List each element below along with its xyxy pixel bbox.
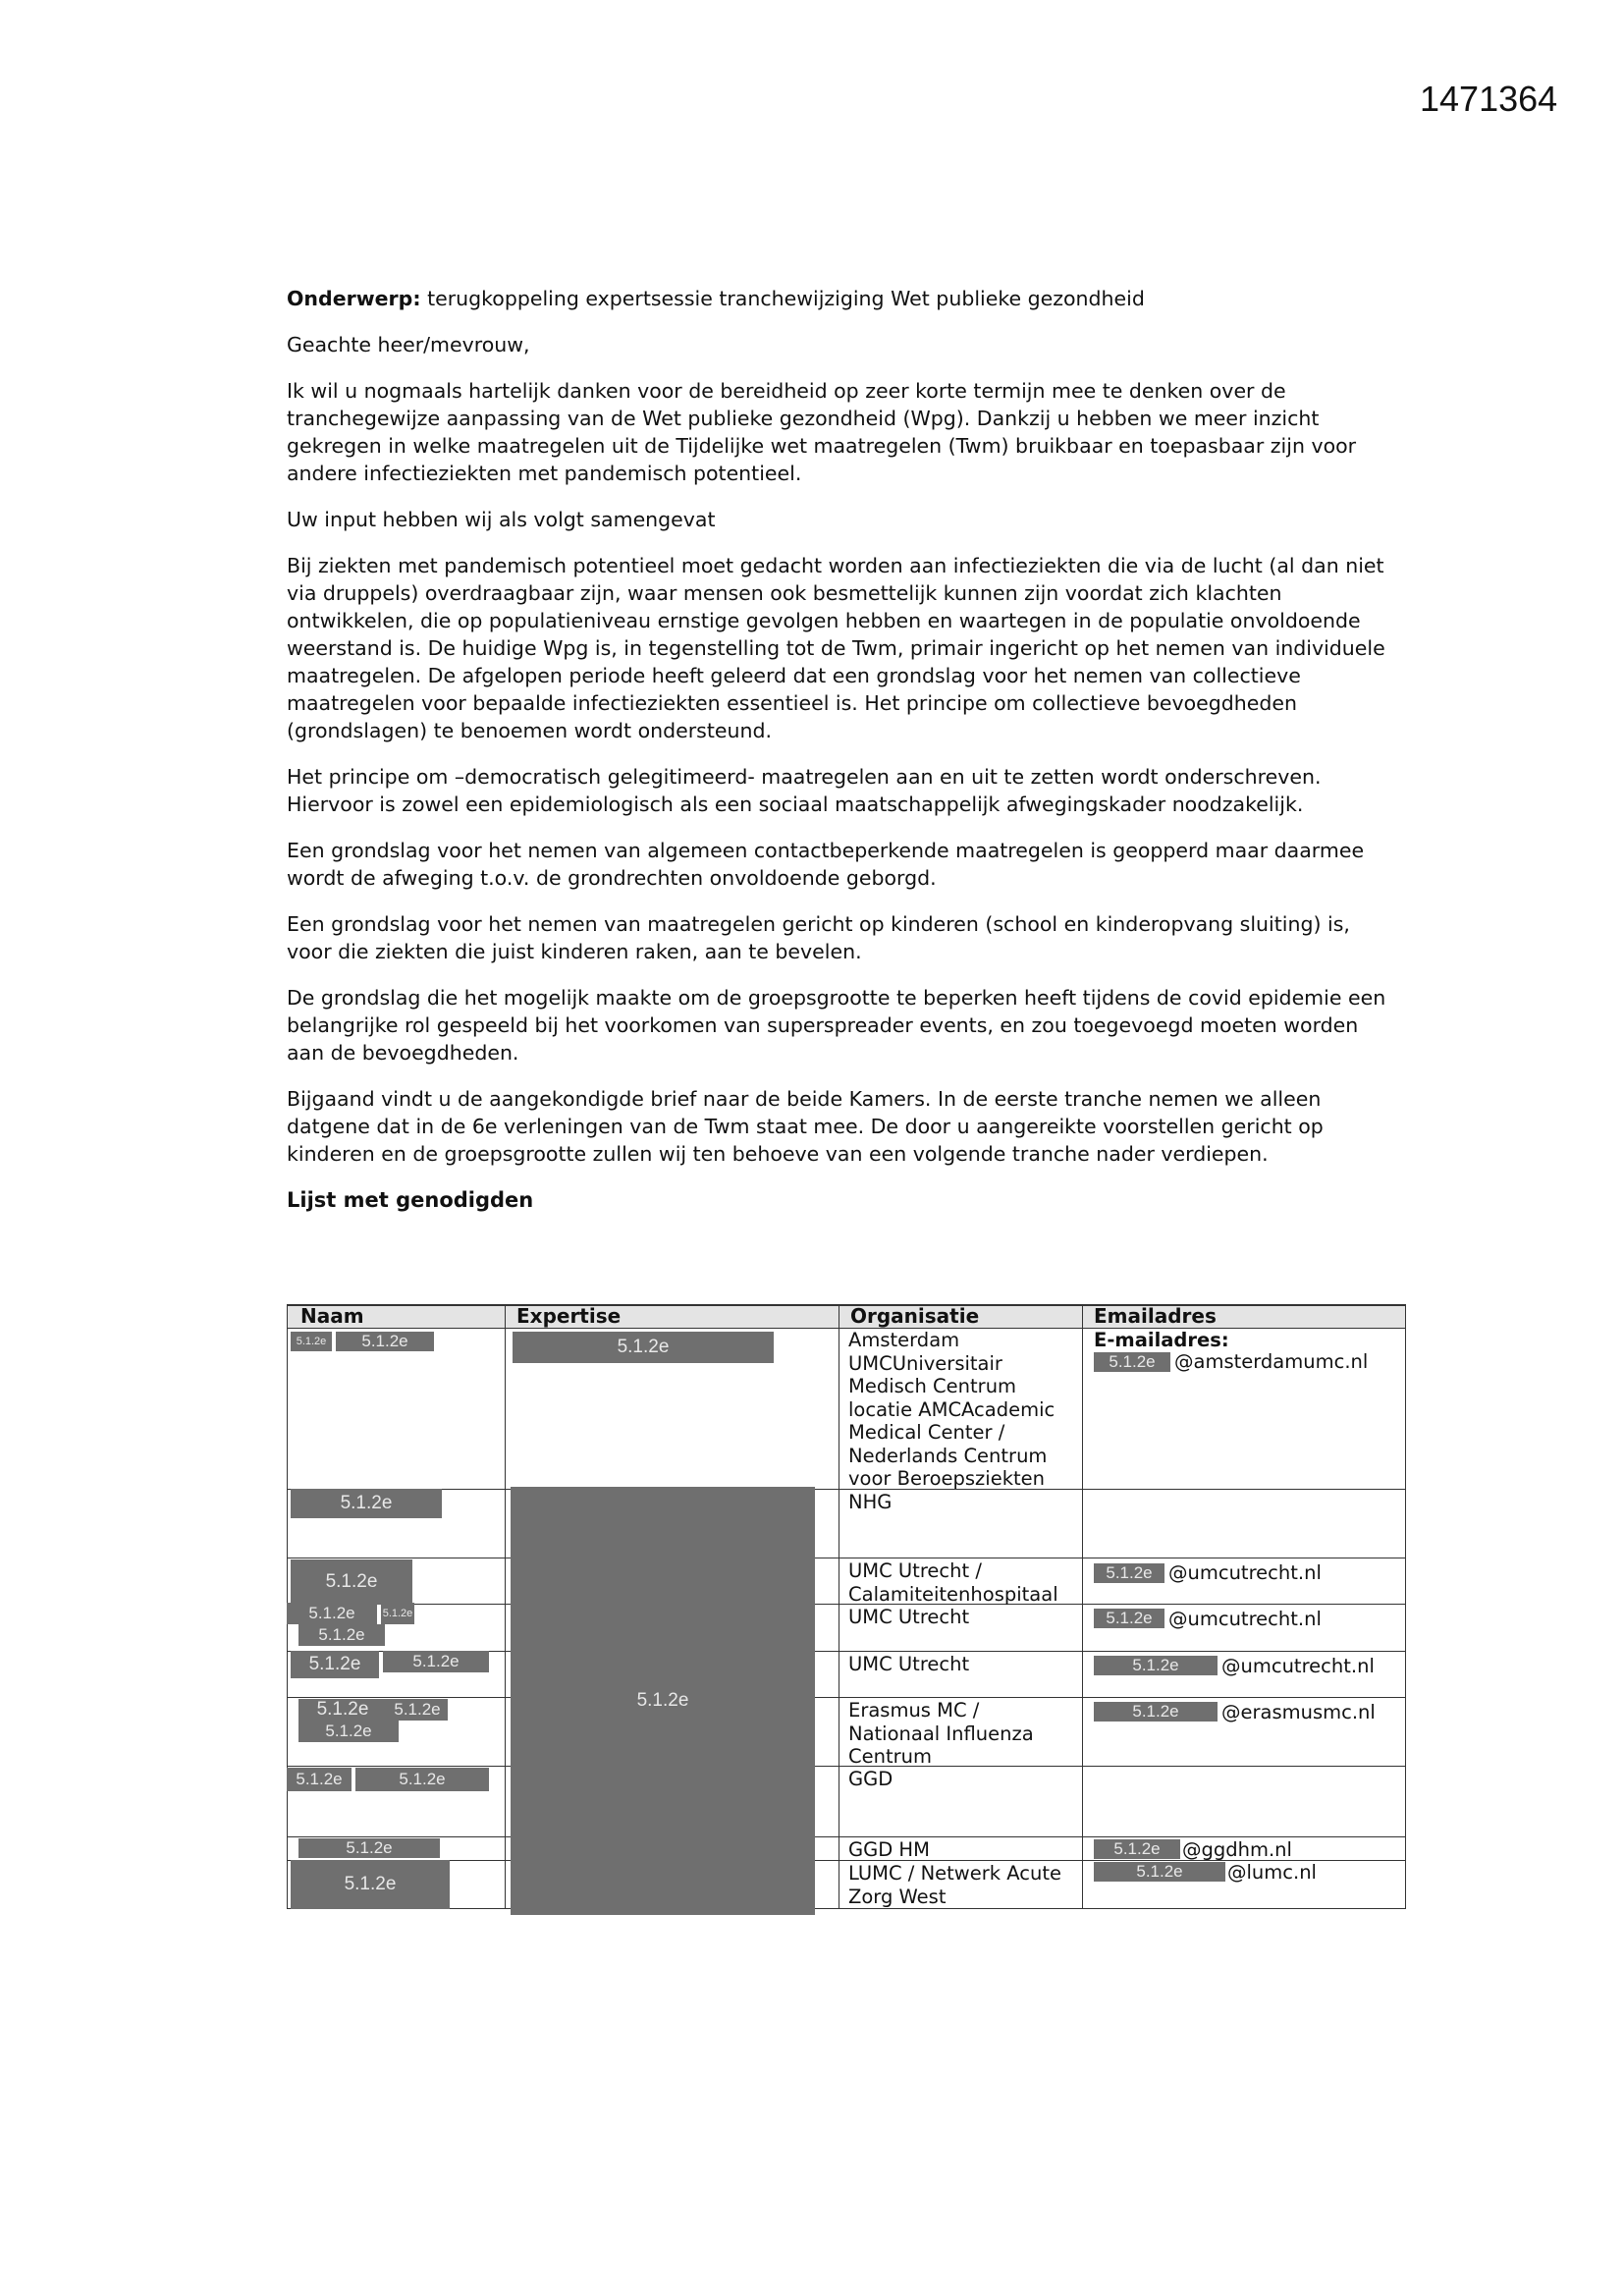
organisation-cell: LUMC / Netwerk Acute Zorg West <box>848 1862 1061 1908</box>
table-line <box>1405 1304 1406 1909</box>
redaction-box: 5.1.2e <box>355 1768 489 1791</box>
table-line <box>1082 1304 1083 1909</box>
subject-text: terugkoppeling expertsessie tranchewijziging Wet publieke gezondheid <box>420 287 1145 310</box>
redaction-box: 5.1.2e <box>291 1489 442 1518</box>
table-line <box>287 1304 1406 1306</box>
subject-label: Onderwerp: <box>287 287 421 310</box>
paragraph-4: Het principe om –democratisch gelegitimeerd- maatregelen aan en uit te zetten wordt onderschreven. Hiervoor is zowel een epidemiologisch als een sociaal maatschappelijk afwegingskader noodzakelijk. <box>287 765 1322 816</box>
redaction-box: 5.1.2e <box>336 1332 434 1351</box>
table-line <box>287 1836 1406 1837</box>
redaction-box: 5.1.2e <box>291 1559 412 1605</box>
paragraph-8: Bijgaand vindt u de aangekondigde brief naar de beide Kamers. In de eerste tranche nemen we alleen datgene dat in de 6e verleningen van de Twm staat mee. De door u aangereikte voorstellen gericht op kinderen en de groepsgrootte zullen wij ten behoeve van een volgende tranche nader verdiepen. <box>287 1087 1324 1166</box>
redaction-box: 5.1.2e <box>291 1651 379 1678</box>
email-domain: @erasmusmc.nl <box>1221 1701 1376 1723</box>
paragraph-6: Een grondslag voor het nemen van maatregelen gericht op kinderen (school en kinderopvang sluiting) is, voor die ziekten die juist kinderen raken, aan te bevelen. <box>287 912 1350 963</box>
redaction-box: 5.1.2e <box>298 1721 399 1742</box>
redaction-box: 5.1.2e <box>381 1603 414 1624</box>
organisation-cell: UMC Utrecht <box>848 1606 970 1628</box>
organisation-cell: Amsterdam UMCUniversitair Medisch Centrum locatie AMCAcademic Medical Center / Nederlands Centrum voor Beroepsziekten <box>848 1329 1056 1490</box>
redaction-box: 5.1.2e <box>291 1860 450 1909</box>
table-header-background <box>287 1304 1406 1328</box>
table-line <box>287 1697 1406 1698</box>
email-domain: @umcutrecht.nl <box>1221 1655 1375 1677</box>
redaction-box: 5.1.2e <box>1094 1609 1164 1628</box>
redaction-box: 5.1.2e <box>298 1838 440 1858</box>
table-line <box>287 1766 1406 1767</box>
email-domain: @amsterdamumc.nl <box>1174 1350 1369 1373</box>
redaction-box: 5.1.2e <box>298 1699 387 1721</box>
organisation-cell: UMC Utrecht <box>848 1653 970 1675</box>
organisation-cell: NHG <box>848 1491 893 1513</box>
table-line <box>287 1328 1406 1329</box>
redaction-box: 5.1.2e <box>1094 1656 1218 1675</box>
email-domain: @lumc.nl <box>1227 1861 1317 1884</box>
email-label: E-mailadres: <box>1094 1329 1229 1351</box>
email-domain: @ggdhm.nl <box>1182 1838 1292 1861</box>
organisation-cell: GGD HM <box>848 1838 930 1861</box>
redaction-box: 5.1.2e <box>298 1624 385 1646</box>
header-expertise: Expertise <box>516 1304 622 1328</box>
table-line <box>505 1304 506 1909</box>
table-line <box>287 1489 1406 1490</box>
salutation: Geachte heer/mevrouw, <box>287 333 530 356</box>
redaction-box: 5.1.2e <box>1094 1563 1164 1583</box>
redaction-box: 5.1.2e <box>287 1768 352 1791</box>
redaction-box: 5.1.2e <box>383 1651 489 1672</box>
redaction-box: 5.1.2e <box>387 1699 448 1721</box>
document-number: 1471364 <box>1420 79 1558 119</box>
subject-line <box>287 285 1386 312</box>
email-domain: @umcutrecht.nl <box>1168 1608 1322 1630</box>
paragraph-1: Ik wil u nogmaals hartelijk danken voor de bereidheid op zeer korte termijn mee te denken over de tranchegewijze aanpassing van de Wet publieke gezondheid (Wpg). Dankzij u hebben we meer inzicht gekregen in welke maatregelen uit de Tijdelijke wet maatregelen (Twm) bruikbaar en toepasbaar zijn voor andere infectieziekten met pandemisch potentieel. <box>287 379 1357 485</box>
email-domain: @umcutrecht.nl <box>1168 1561 1322 1584</box>
header-emailadres: Emailadres <box>1094 1304 1217 1328</box>
organisation-cell: GGD <box>848 1768 893 1790</box>
table-line <box>287 1604 1406 1605</box>
header-naam: Naam <box>300 1304 364 1328</box>
paragraph-7: De grondslag die het mogelijk maakte om de groepsgrootte te beperken heeft tijdens de covid epidemie een belangrijke rol gespeeld bij het voorkomen van superspreader events, en zou toegevoegd moeten worden aan de bevoegdheden. <box>287 986 1386 1065</box>
table-line <box>287 1908 1406 1909</box>
letter-body <box>287 285 1386 1232</box>
paragraph-3: Bij ziekten met pandemisch potentieel moet gedacht worden aan infectieziekten die via de lucht (al dan niet via druppels) overdraagbaar zijn, waar mensen ook besmettelijk kunnen zijn voordat zich klachten ontwikkelen, die op populatieniveau ernstige gevolgen hebben en waartegen in de populatie onvoldoende weerstand is. De huidige Wpg is, in tegenstelling tot de Twm, primair ingericht op het nemen van individuele maatregelen. De afgelopen periode heeft geleerd dat een grondslag voor het nemen van collectieve maatregelen voor bepaalde infectieziekten essentieel is. Het principe om collectieve bevoegdheden (grondslagen) te benoemen wordt ondersteund. <box>287 554 1385 742</box>
organisation-cell: Erasmus MC / Nationaal Influenza Centrum <box>848 1699 1034 1768</box>
redaction-box: 5.1.2e <box>1094 1352 1170 1372</box>
header-organisatie: Organisatie <box>850 1304 980 1328</box>
redaction-box: 5.1.2e <box>287 1603 377 1624</box>
redaction-box: 5.1.2e <box>1094 1839 1180 1859</box>
guest-list-table <box>287 1304 1406 1923</box>
redaction-box: 5.1.2e <box>513 1332 774 1363</box>
redaction-box: 5.1.2e <box>1094 1702 1218 1722</box>
redaction-box: 5.1.2e <box>511 1487 815 1915</box>
redaction-box: 5.1.2e <box>1094 1862 1225 1882</box>
organisation-cell: UMC Utrecht / Calamiteitenhospitaal <box>848 1559 1058 1606</box>
section-title: Lijst met genodigden <box>287 1188 534 1212</box>
redaction-box: 5.1.2e <box>291 1332 332 1351</box>
paragraph-2: Uw input hebben wij als volgt samengevat <box>287 508 716 531</box>
paragraph-5: Een grondslag voor het nemen van algemeen contactbeperkende maatregelen is geopperd maar daarmee wordt de afweging t.o.v. de grondrechten onvoldoende geborgd. <box>287 839 1365 890</box>
